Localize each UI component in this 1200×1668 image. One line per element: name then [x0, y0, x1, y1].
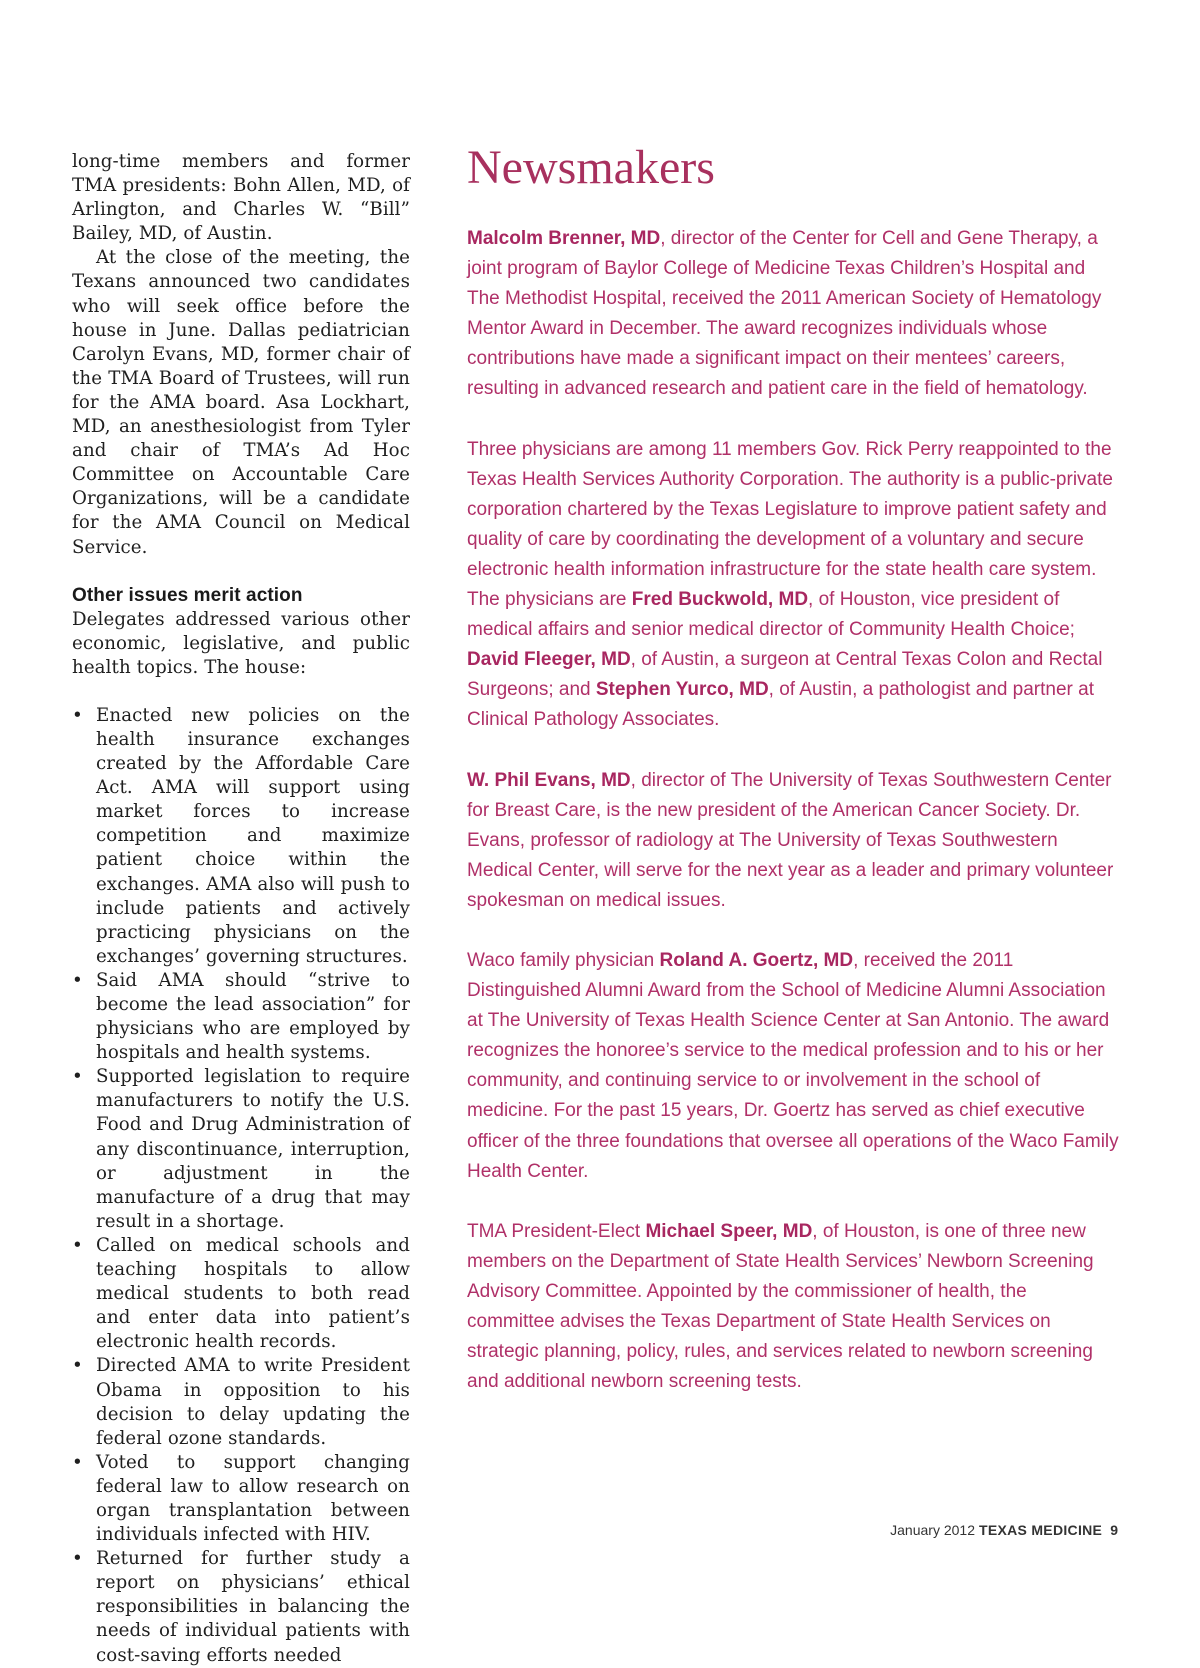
person-name: Stephen Yurco, MD	[595, 679, 769, 701]
house-actions-list	[72, 704, 410, 1668]
person-name: Roland A. Goertz, MD	[659, 949, 854, 971]
person-name: Malcolm Brenner, MD	[467, 228, 661, 249]
page-number: 9	[1110, 1522, 1118, 1538]
list-item-text: Returned for further study a report on physicians’ ethical responsibilities in balancing the needs of individual patients with cost-saving efforts needed	[96, 1548, 410, 1666]
list-item-text: Voted to support changing federal law to allow research on organ transplantation between individuals infected with HIV.	[96, 1451, 410, 1546]
item-text: , of Houston, is one of three new members on the Department of State Health Services’ Newborn Screening Advisory Committee. Appointed by the commissioner of health, the committee advises the Texas Department of State Health Services on strategic planning, policy, rules, and services related to newborn screening and additional newborn screening tests.	[467, 1220, 1094, 1393]
item-text: , director of the Center for Cell and Gene Therapy, a joint program of Baylor College of Medicine Texas Children’s Hospital and The Methodist Hospital, received the 2011 American Society of Hematology Mentor Award in December. The award recognizes individuals whose contributions have made a significant impact on their mentees’ careers, resulting in advanced research and patient care in the field of hematology.	[467, 228, 1102, 400]
bullet-icon: •	[72, 1548, 83, 1570]
list-item-text: Enacted new policies on the health insurance exchanges created by the Affordable Care Act. AMA will support using market forces to increase competition and maximize patient choice within the exchanges. AMA also will push to include patients and actively practicing physicians on the exchanges’ governing structures.	[96, 704, 410, 967]
bullet-icon: •	[72, 969, 83, 991]
list-item-text: Directed AMA to write President Obama in opposition to his decision to delay updating the federal ozone standards.	[96, 1355, 410, 1449]
list-item	[72, 704, 410, 969]
list-item-text: Called on medical schools and teaching hospitals to allow medical students to both read and enter data into patient’s electronic health records.	[96, 1234, 410, 1353]
newsmakers-title: Newsmakers	[467, 141, 715, 194]
item-text: , of Houston, vice president of medical affairs and senior medical director of Community Health Choice;	[467, 589, 1075, 641]
item-text: Three physicians are among 11 members Gov. Rick Perry reappointed to the Texas Health Services Authority Corporation. The authority is a public-private corporation chartered by the Texas Legislature to improve patient safety and quality of care by coordinating the development of a voluntary and secure electronic health information infrastructure for the state health care system. The physicians are	[467, 438, 1113, 611]
list-item	[72, 1354, 410, 1450]
list-item	[72, 1547, 410, 1667]
person-name: David Fleeger, MD	[467, 649, 631, 671]
bullet-icon: •	[72, 704, 83, 726]
bullet-icon: •	[72, 1234, 83, 1256]
bullet-icon: •	[72, 1066, 83, 1088]
newsmaker-item-speer	[467, 1217, 1119, 1398]
left-paragraph-2: At the close of the meeting, the Texans announced two candidates who will seek office before the house in June. Dallas pediatrician Carolyn Evans, MD, former chair of the TMA Board of Trustees, will run for the AMA board. Asa Lockhart, MD, an anesthesiologist from Tyler and chair of TMA’s Ad Hoc Committee on Accountable Care Organizations, will be a candidate for the AMA Council on Medical Service.	[72, 247, 410, 558]
list-item	[72, 1451, 410, 1547]
publication-name: TEXAS MEDICINE	[978, 1522, 1103, 1538]
page-footer	[890, 1522, 1118, 1538]
newsmakers-column	[467, 140, 1119, 1427]
list-item-text: Said AMA should “strive to become the lead association” for physicians who are employed by hospitals and health systems.	[96, 969, 410, 1064]
newsmaker-item-brenner	[467, 224, 1119, 405]
left-paragraph-3: Delegates addressed various other economic, legislative, and public health topics. The house:	[72, 608, 410, 678]
person-name: Fred Buckwold, MD	[631, 589, 809, 611]
item-text: , received the 2011 Distinguished Alumni Award from the School of Medicine Alumni Association at The University of Texas Health Science Center at San Antonio. The award recognizes the honoree’s service to the medical profession and to his or her community, and continuing service to or involvement in the school of medicine. For the past 15 years, Dr. Goertz has served as chief executive officer of the three foundations that oversee all operations of the Waco Family Health Center.	[467, 949, 1119, 1182]
left-column	[72, 150, 410, 1668]
list-item-text: Supported legislation to require manufacturers to notify the U.S. Food and Drug Administration of any discontinuance, interruption, or adjustment in the manufacture of a drug that may result in a shortage.	[96, 1066, 410, 1232]
list-item	[72, 1234, 410, 1354]
list-item	[72, 1065, 410, 1234]
item-text: TMA President-Elect	[467, 1220, 646, 1242]
item-text: Waco family physician	[467, 949, 660, 971]
list-item	[72, 969, 410, 1065]
item-text: , of Austin, a surgeon at Central Texas Colon and Rectal Surgeons; and	[467, 649, 1103, 701]
left-paragraph-1: long-time members and former TMA presidents: Bohn Allen, MD, of Arlington, and Charles W. “Bill” Bailey, MD, of Austin.	[72, 151, 410, 245]
newsmaker-item-goertz	[467, 946, 1119, 1187]
bullet-icon: •	[72, 1451, 83, 1473]
item-text: , of Austin, a pathologist and partner at Clinical Pathology Associates.	[467, 679, 1095, 731]
item-text: , director of The University of Texas Southwestern Center for Breast Care, is the new president of the American Cancer Society. Dr. Evans, professor of radiology at The University of Texas Southwestern Medical Center, will serve for the next year as a leader and primary volunteer spokesman on medical issues.	[467, 769, 1114, 911]
section-heading: Other issues merit action	[72, 584, 303, 606]
bullet-icon: •	[72, 1355, 83, 1377]
person-name: Michael Speer, MD	[645, 1220, 813, 1242]
newsmaker-item-authority	[467, 435, 1119, 736]
person-name: W. Phil Evans, MD	[467, 769, 631, 791]
newsmaker-item-evans	[467, 766, 1119, 916]
issue-date: January 2012	[890, 1522, 975, 1538]
